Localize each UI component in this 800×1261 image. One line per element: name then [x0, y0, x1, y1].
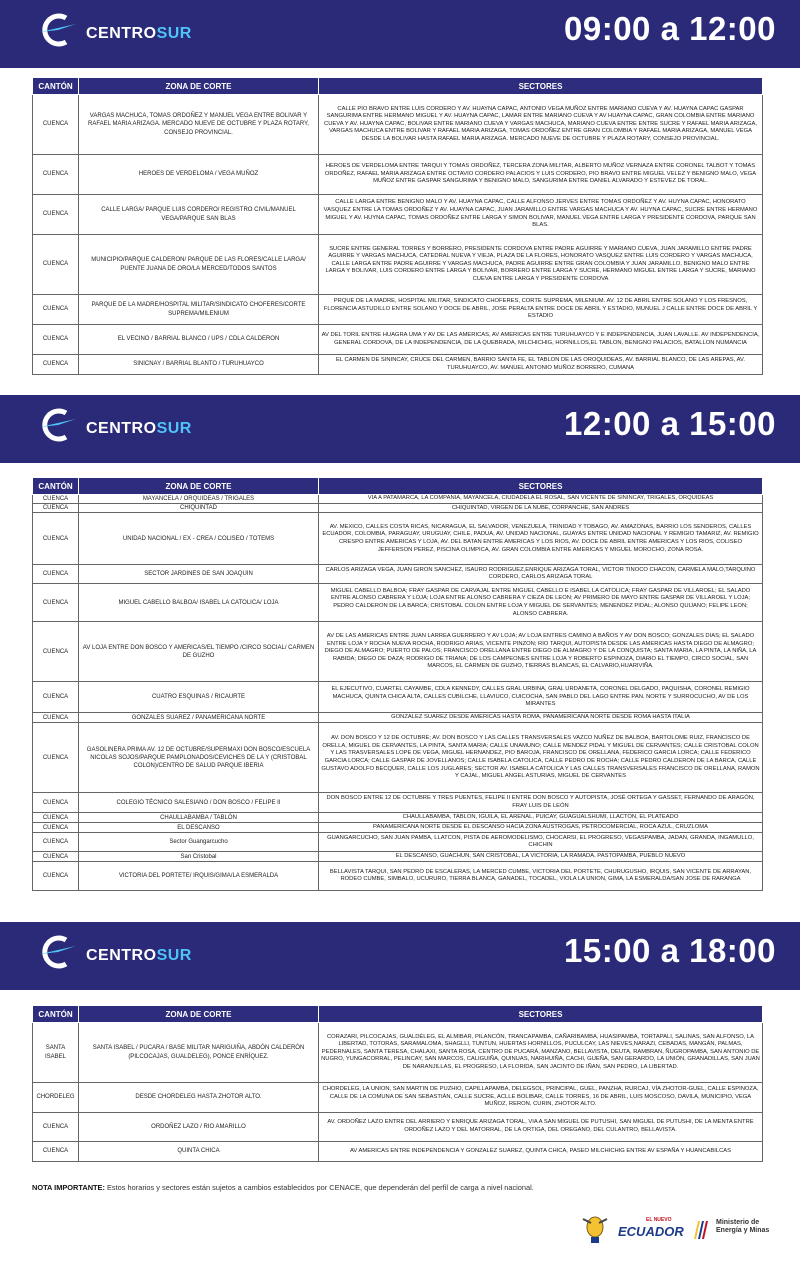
zona-cell: MIGUEL CABELLO BALBOA/ ISABEL LA CATOLICA/ LOJA — [79, 584, 319, 622]
canton-cell: CUENCA — [33, 355, 79, 375]
zona-cell: EL VECINO / BARRIAL BLANCO / UPS / CDLA CALDERON — [79, 325, 319, 355]
schedule-table — [32, 1005, 763, 1162]
zona-cell: SECTOR JARDINES DE SAN JOAQUIN — [79, 565, 319, 584]
table-row — [33, 713, 763, 723]
sectores-cell: SUCRE ENTRE GENERAL TORRES Y BORRERO, PRESIDENTE CORDOVA ENTRE PADRE AGUIRRE Y MARIANO CUEVA, JUAN JARAMILLO ENTRE PADRE AGUIRRE Y VARGAS MACHUCA, CATEDRAL NUEVA Y VIEJA, PLAZA DE LA FLORES, HONORATO VASQUEZ ENTRE LUIS CORDERO Y VARGAS MACHUCA, CALLE LARGA ENTRE PADRE AGUIRRE Y VARGAS MACHUCA, PADRE AGUIRRE ENTRE GRAN COLOMBIA Y JUAN JARAMILLO, BENIGNO MALO ENTRE LARGA Y BOLIVAR, LUIS CORDERO ENTRE LARGA Y BOLIVAR, BORRERO ENTRE LARGA Y SUCRE, HERMANO MIGUEL ENTRE LARGA Y SUCRE, MARIANO CUEVA ENTRE LARGA Y PRESIDENTE CORDOVA — [319, 235, 763, 295]
zona-cell: MUNICIPIO/PARQUE CALDERON/ PARQUE DE LAS FLORES/CALLE LARGA/ PUENTE JUANA DE ORO/LA MERCED/TODOS SANTOS — [79, 235, 319, 295]
sectores-cell: EL CARMEN DE SININCAY, CRUCE DEL CARMEN, BARRIO SANTA FE, EL TABLON DE LAS OROQUIDEAS, AV. BARRIAL BLANCO, DE LAS AREPAS, AV. TURUHUAYCO, AV. MANUEL ANTONIO MUÑOZ BORRERO, CUMANA — [319, 355, 763, 375]
canton-cell: CUENCA — [33, 793, 79, 813]
zona-cell: PARQUE DE LA MADRE/HOSPITAL MILITAR/SINDICATO CHOFERES/CORTE SUPREMA/MILENIUM — [79, 295, 319, 325]
col-zona: ZONA DE CORTE — [79, 78, 319, 95]
col-sectores: SECTORES — [319, 1006, 763, 1023]
zona-cell: VARGAS MACHUCA, TOMAS ORDOÑEZ Y MANUEL VEGA ENTRE BOLIVAR Y RAFAEL MARIA ARIZAGA. MERCADO NUEVE DE OCTUBRE Y PLAZA ROTARY, CONSEJO PROVINCIAL. — [79, 95, 319, 155]
table-row — [33, 833, 763, 852]
canton-cell: CUENCA — [33, 1113, 79, 1142]
table-row — [33, 1023, 763, 1083]
header-band-3 — [0, 922, 800, 990]
table-row — [33, 565, 763, 584]
zona-cell: QUINTA CHICA — [79, 1142, 319, 1162]
canton-cell: CUENCA — [33, 862, 79, 891]
zona-cell: VICTORIA DEL PORTETE/ IRQUIS/GIMA/LA ESMERALDA — [79, 862, 319, 891]
header-band-2 — [0, 395, 800, 463]
schedule-section-2 — [32, 477, 762, 891]
zona-cell: COLEGIO TÉCNICO SALESIANO / DON BOSCO / FELIPE II — [79, 793, 319, 813]
sectores-cell: GUANGARCUCHO, SAN JUAN PAMBA, LLATCON, PISTA DE AEROMODELISMO, CHOCARSI, EL PROGRESO, VEGASPAMBA, JADAN, GRANDA, INGAMULLO, CHICHIN — [319, 833, 763, 852]
zona-cell: CALLE LARGA/ PARQUE LUIS CORDERO/ REGISTRO CIVIL/MANUEL VEGA/PARQUE SAN BLAS — [79, 195, 319, 235]
coat-of-arms-icon — [580, 1213, 610, 1245]
canton-cell: CUENCA — [33, 723, 79, 793]
canton-cell: CUENCA — [33, 823, 79, 833]
zona-cell: San Cristobal — [79, 852, 319, 862]
canton-cell: CHORDELEG — [33, 1083, 79, 1113]
table-row — [33, 155, 763, 195]
table-row — [33, 95, 763, 155]
table-row — [33, 584, 763, 622]
canton-cell: CUENCA — [33, 235, 79, 295]
sectores-cell: MIGUEL CABELLO BALBOA; FRAY GASPAR DE CARVAJAL ENTRE MIGUEL CABELLO E ISABEL LA CATOLICA; FRAY GASPAR DE VILLAROEL; EL SALADO ENTRE ALONSO CABRERA Y LOJA; LOJA ENTRE ALONSO CABRERA Y CIEZA DE LEON; AV PRIMERO DE MAYO ENTRE GASPAR DE VILLAROEL Y LOJA; PEDRO CALDERON DE LA BARCA; CRISTOBAL COLON ENTRE LOJA Y MIGUEL DE SERVANTES; MENENDEZ PIDAL; ALONSO QUIJANO; FELIPE LEON; ALONSO CABRERA. — [319, 584, 763, 622]
brand-name: CENTROSUR — [86, 25, 192, 42]
table-row — [33, 504, 763, 513]
sectores-cell: DON BOSCO ENTRE 12 DE OCTUBRE Y TRES PUENTES, FELIPE II ENTRE DON BOSCO Y AUTOPISTA, JOSÉ ORTEGA Y GASSET, FERNANDO DE ARAGÓN, FRAY LUIS DE LEÓN — [319, 793, 763, 813]
canton-cell: CUENCA — [33, 852, 79, 862]
canton-cell: CUENCA — [33, 682, 79, 713]
sectores-cell: EL EJECUTIVO, CUARTEL CAYAMBE, CDLA KENNEDY, CALLES GRAL URBINA, GRAL URDANETA, CORONEL DELGADO, PAQUISHA, CORONEL REMIGIO MACHUCA, QUINTA CHICA ALTA, CALLES CUBILCHE, LLAVIUCO, CUICOCHA, SAN PABLO DEL LAGO ENTRE PAN. NORTE Y SURROCUCHO, AV DE LOS MIRANTES — [319, 682, 763, 713]
centrosur-logo — [36, 10, 206, 54]
sectores-cell: PRQUE DE LA MADRE, HOSPITAL MILITAR, SINDICATO CHOFERES, CORTE SUPREMA, MILENIUM. AV. 12 DE ABRIL ENTRE SOLANO Y LOS FRESNOS, FLORENCIA ASTUDILLO ENTRE SOLANO Y DOCE DE ABRIL, JOSE PERALTA ENTRE DOCE DE ABRIL Y ESTADIO, MUNUEL J CALLE ENTRE DOCE DE ABRIL Y ESTADIO — [319, 295, 763, 325]
table-row — [33, 862, 763, 891]
col-sectores: SECTORES — [319, 78, 763, 95]
sectores-cell: PANAMERICANA NORTE DESDE EL DESCANSO HACIA ZONA AUSTROGAS, PETROCOMERCIAL, ROCA AZUL, CRUZLOMA — [319, 823, 763, 833]
sectores-cell: AV. ORDOÑEZ LAZO ENTRE DEL ARRIERO Y ENRIQUE ARIZAGA TORAL, VIA A SAN MIGUEL DE PUTUSHI, SAN MIGUEL DE PUTUSHI, DE LA MENTA ENTRE ORDOÑEZ LAZO Y DEL MATORRAL, DE LA ORTIGA, DEL OREGANO, DEL CULANTRO, BELLAVISTA. — [319, 1113, 763, 1142]
canton-cell: CUENCA — [33, 833, 79, 852]
zona-cell: Sector Guangarcucho — [79, 833, 319, 852]
sectores-cell: VIA A PATAMARCA, LA COMPANIA, MAYANCELA, CIUDADELA EL ROSAL, SAN VICENTE DE SININCAY, TRIGALES, ORQUIDEAS — [319, 495, 763, 504]
sectores-cell: HEROES DE VERDELOMA ENTRE TARQUI Y TOMAS ORDOÑEZ, TERCERA ZONA MILITAR, ALBERTO MUÑOZ VERNAZA ENTRE CORONEL TALBOT Y TOMAS ORDOÑEZ, RAFAEL MARIA ARIZAGA ENTRE OCTAVIO CORDERO PALACIOS Y LUIS CORDERO, PIO BRAVO ENTRE MIGUEL VELEZ Y BENIGNO MALO, VEGA MUÑOZ ENTRE GASPAR SANGURIMA Y BENIGNO MALO, SANGURIMA ENTRE DANIEL ALVARADO Y ESTEVEZ DE TORAL. — [319, 155, 763, 195]
flag-stripes-icon — [690, 1221, 708, 1239]
sectores-cell: CALLE PIO BRAVO ENTRE LUIS CORDERO Y AV. HUAYNA CAPAC, ANTONIO VEGA MUÑOZ ENTRE MARIANO CUEVA Y AV. HUAYNA CAPAC GASPAR SANGURIMA ENTRE HERMANO MIGUEL Y AV. HUAYNA CAPAC, LAMAR ENTRE MARIANO CUEVA Y AV HUAYNA CAPAC, GRAN COLOMBIA ENTRE MARIANO CUEVA Y AV. HUAYNA CAPAC, BOLIVAR ENTRE MARIANO CUEVA Y VARGAS MACHUCA, MARIANO CUEVA ENTRE ENTRE SUCRE Y RAFAEL MARIA ARIZAGA, VARGAS MACHUCA ENTRE BOLIVAR Y RAFAEL MARIA ARIZAGA, TOMAS ORDOÑEZ ENTRE GRAN COLOMBIA Y RAFAEL MARIA ARIZAGA, MANUEL VEGA DESDE LA BOLIVAR HASTA RAFAEL MARIA ARIZAGA. MERCADO NUEVE DE OCTUBRE Y PLAZA ROTARY, CONSEJO PROVINCIAL. — [319, 95, 763, 155]
zona-cell: UNIDAD NACIONAL / EX - CREA / COLISEO / TOTEMS — [79, 513, 319, 565]
sectores-cell: AV. MEXICO, CALLES COSTA RICAS, NICARAGUA, EL SALVADOR, VENEZUELA, TRINIDAD Y TOBAGO, AV. AMAZONAS, BARRIO LOS SENDEROS, CALLES ECUADOR, COLOMBIA, PARAGUAY, URUGUAY, CHILE, PADUA, AV. UNIDAD NACIONAL, GUAYAS ENTRE UNIDAD NACIONAL Y REMIGIO TAMARIZ, AV. REMIGIO CRESPO ENTRE AMERICAS Y LOJA, AV. DEL BATAN ENTRE AMERICAS Y LOS RIOS, AV. DOCE DE ABRIL ENTRE AMERICAS Y LOS RIOS, COLISEO JEFFERSON PEREZ, PISCINA OLIMPICA, AV. GRAN COLOMBIA ENTRE AMERICAS Y MIGUEL MOROCHO, ZONA ROSA. — [319, 513, 763, 565]
col-canton: CANTÓN — [33, 1006, 79, 1023]
zona-cell: AV LOJA ENTRE DON BOSCO Y AMERICAS/EL TIEMPO /CIRCO SOCIAL/ CARMEN DE GUZHO — [79, 622, 319, 682]
canton-cell: CUENCA — [33, 295, 79, 325]
sectores-cell: CHORDELEG, LA UNION, SAN MARTIN DE PUZHIO, CAPILLAPAMBA, DELEGSOL, PRINCIPAL, GUEL, PANZHA, RURCAJ, VÍA ZHOTOR-GUEL, CALLE ESPINOZA, CALLE DE LA COMUNA DE SAN SEBASTIÁN, CALLE SUCRE, ACLLE BOLIBAR, CALLE TORRES, 16 DE ABRIL, LUIS MOSCOSO, DAVILA, MUNICIPIO, VEGA MUÑOZ, RERON, CURIN, ZHOTOR ALTO. — [319, 1083, 763, 1113]
zona-cell: SINICNAY / BARRIAL BLANTO / TURUHUAYCO — [79, 355, 319, 375]
schedule-section-3 — [32, 1005, 762, 1162]
col-zona: ZONA DE CORTE — [79, 478, 319, 495]
zona-cell: SANTA ISABEL / PUCARA / BASE MILITAR NARIGUIÑA, ABDÓN CALDERÓN (PILCOCAJAS, GUALDELEG), PONCE ENRÍQUEZ. — [79, 1023, 319, 1083]
table-row — [33, 195, 763, 235]
zona-cell: GONZALES SUAREZ / PANAMERICANA NORTE — [79, 713, 319, 723]
canton-cell: CUENCA — [33, 622, 79, 682]
canton-cell: CUENCA — [33, 565, 79, 584]
sectores-cell: CORAZARI, PILCOCAJAS, GUALDÉLEG, EL ALMIBAR, PILANCÓN, TRANCAPAMBA, CAÑARIBAMBA, HUASIPAMBA, TORTAPALI, SALINAS, SAN ALFONSO, LA LIBERTAD, TOTORAS, SARAMALOMA, SHAGLLI, TUNTUN, HUERTAS HORNILLOS, PUCULCAY, LAS NIEVES,NARAZI, CEBADAS, MANGÁN, PALMAS, PEDERNALES, SANTA TERESA, CHALAXI, SANTA ROSA, CENTRO DE PUCARÁ, MANZANO, BELLAVISTA, DEUTA, RAMBRAN, ÑUGROPAMBA, SAN ANTONIO DE NUGRO, YUNGACORRAL, PELINCAY, SAN MARCOS, CALIGUIÑA, QUINUAS, NARIHUIÑA, CACHI, GUEÑA, SAN GERARDO, LA UNIÓN, GRANADILLAS, SAN JUAN DE NARANJILLAS, EL PROGRESO, LA FLORIDA, SAN JACINTO DE IÑAN, SAN PEDRO, LA LIBERTAD. — [319, 1023, 763, 1083]
centrosur-logo — [36, 932, 206, 976]
brand-name: CENTROSUR — [86, 420, 192, 437]
government-footer — [580, 1213, 780, 1249]
sectores-cell: AV DE LAS AMERICAS ENTRE JUAN LARREA GUERRERO Y AV LOJA; AV LOJA ENTRES CAMINO A BAÑOS Y AV DON BOSCO; GONZALES DIAS; EL SALADO ENTRE LOJA Y ROCHA NUEVA ROCHA, RODRIGO ARIAS, VICENTE PINZON; RIO TARQUI, AUTOPISTA DESDE LAS AMERICAS HASTA DIEGO DE ALMAGRO; DIEGO DE ALMAGRO; PUERTO DE PALOS; FRANCISCO ORELLANA ENTRE DIEGO DE ALMAGRO Y DE LA CONQUISTA; SANTA MARIA, LA PINTA, LA NIÑA, LA RABIDA; DIEGO DE DAZA; RODRIGO DE TRIANA; DE LOS CAMPEONES ENTRE LOJA Y ROBERTO ESPINOZA, DIARIO EL TIEMPO, CIRCO SOCIAL, SAN MARCOS, EL CARMEN DE GUZHO, TIERRAS BLANCAS, EL CALVARIO,HUARIVIÑA. — [319, 622, 763, 682]
zona-cell: CHIQUINTAD — [79, 504, 319, 513]
table-row — [33, 793, 763, 813]
ecuador-logo: EL NUEVO ECUADOR — [618, 1217, 708, 1243]
canton-cell: CUENCA — [33, 1142, 79, 1162]
zona-cell: CHAULLABAMBA / TABLÓN — [79, 813, 319, 823]
sectores-cell: CARLOS ARIZAGA VEGA, JUAN GIRON SANCHEZ, ISAURO RODRIGUEZ,ENRIQUE ARIZAGA TORAL, VICTOR TINOCO CHACON, CARMELA MALO,TARQUINO CORDERO, CARLOS ARIZAGA TORAL — [319, 565, 763, 584]
zona-cell: GASOLINERA PRIMA AV. 12 DE OCTUBRE/SUPERMAXI DON BOSCO/ESCUELA NICOLAS SOJOS/PARQUE PAMPLONADOS/CEVICHES DE LA Y (CRISTOBAL COLON)/CENTRO DE SALUD PARQUE IBERIA — [79, 723, 319, 793]
brand-name: CENTROSUR — [86, 947, 192, 964]
canton-cell: CUENCA — [33, 155, 79, 195]
canton-cell: CUENCA — [33, 504, 79, 513]
time-range: 12:00 a 15:00 — [564, 405, 776, 442]
schedule-table — [32, 77, 763, 375]
table-row — [33, 295, 763, 325]
ministry-label: Ministerio de Energía y Minas — [716, 1219, 770, 1234]
table-row — [33, 495, 763, 504]
sectores-cell: EL DESCANSO, GUACHUN, SAN CRISTOBAL, LA VICTORIA, LA RAMADA, PASTOPAMBA, PUEBLO NUEVO — [319, 852, 763, 862]
canton-cell: CUENCA — [33, 813, 79, 823]
canton-cell: CUENCA — [33, 513, 79, 565]
important-note: NOTA IMPORTANTE: Estos horarios y sectores están sujetos a cambios establecidos por CENACE, que dependerán del perfil de carga a nivel nacional. — [32, 1183, 534, 1192]
col-zona: ZONA DE CORTE — [79, 1006, 319, 1023]
header-band-1 — [0, 0, 800, 68]
sectores-cell: GONZALEZ SUAREZ DESDE AMERICAS HASTA ROMA, PANAMERICANA NORTE DESDE ROMA HASTA ITALIA — [319, 713, 763, 723]
canton-cell: CUENCA — [33, 713, 79, 723]
sectores-cell: CALLE LARGA ENTRE BENIGNO MALO Y AV. HUAYNA CAPAC, CALLE ALFONSO JERVES ENTRE TOMAS ORDOÑEZ Y AV. HUYNA CAPAC, HONORATO VASQUEZ ENTRE LA TOMAS ORDOÑEZ Y AV. HUAYNA CAPAC, JUAN JARAMILLO ENTRE VARGAS MACHUCA Y AV. HUYNA CAPAC, SUCRE ENTRE HERMANO MIGUEL Y AV. HUYNA CAPAC, TOMAS ORDOÑEZ ENTRE LARGA Y SIMON BOLIVAR, MANUEL VEGA ENTRE LARGA Y PRESIDENTE CORDOVA, PARQUE SAN BLAS. — [319, 195, 763, 235]
canton-cell: CUENCA — [33, 95, 79, 155]
table-row — [33, 325, 763, 355]
canton-cell: CUENCA — [33, 584, 79, 622]
table-row — [33, 852, 763, 862]
table-row — [33, 1142, 763, 1162]
table-row — [33, 1113, 763, 1142]
zona-cell: CUATRO ESQUINAS / RICAURTE — [79, 682, 319, 713]
zona-cell: ORDOÑEZ LAZO / RIO AMARILLO — [79, 1113, 319, 1142]
zona-cell: MAYANCELA / ORQUIDEAS / TRIGALES — [79, 495, 319, 504]
time-range: 09:00 a 12:00 — [564, 10, 776, 47]
col-canton: CANTÓN — [33, 78, 79, 95]
sectores-cell: AV AMERICAS ENTRE INDEPENDENCIA Y GONZALEZ SUAREZ, QUINTA CHICA, PASEO MILCHICHIG ENTRE AV ESPAÑA Y HUANCABILCAS — [319, 1142, 763, 1162]
col-sectores: SECTORES — [319, 478, 763, 495]
col-canton: CANTÓN — [33, 478, 79, 495]
sectores-cell: AV. DON BOSCO Y 12 DE OCTUBRE; AV. DON BOSCO Y LAS CALLES TRANSVERSALES VAZCO NUÑEZ DE BALBOA, BARTOLOME RUIZ, FRANCISCO DE ORELLA, MIGUEL DE CERVANTES, LA PINTA, SANTA MARIA; CALLE UNAMUNO; CALLE MENDEZ PIDAL Y MIGUEL DE CERVANTES; CALLE CRISTOBAL COLON Y LAS TRASVERSALES LOPE DE VEGA, MIGUEL HERNANDEZ, PIO BAROJA, FRANCISCO DE ORELLANA, FEDERICO GARCIA LORCA; CALLE FEDERICO GARCIA LORCA; CALLE GASPAR DE JOVELLANOS; CALLE ISABELA CATOLICA, CALLE PEDRO DE ROCHA; CALLE PEDRO CALDERON DE LA BARCA, CALLE GUSTAVO ADOLFO BECQUER, CALLE LOS JUGLARES; SECTOR AV. ISABELA CATOLICA Y LAS CALLES TRANSVERSALES FRANCISCO DE ORELLANA, RAMON Y CAJAL, MIGUEL ANGEL ASTURIAS, MIGUEL DE CERVANTES — [319, 723, 763, 793]
table-row — [33, 723, 763, 793]
canton-cell: CUENCA — [33, 195, 79, 235]
table-row — [33, 823, 763, 833]
table-row — [33, 355, 763, 375]
time-range: 15:00 a 18:00 — [564, 932, 776, 969]
schedule-table — [32, 477, 763, 891]
zona-cell: EL DESCANSO — [79, 823, 319, 833]
table-row — [33, 682, 763, 713]
sectores-cell: AV DEL TORIL ENTRE HUAGRA UMA Y AV DE LAS AMERICAS, AV AMERICAS ENTRE TURUHUAYCO Y E INDEPENDENCIA, JUAN LAVALLE. AV INDEPENDENCIA, GENERAL CORDOVA, DE LA INDEPENDENCIA, DE LA QUEBRADA, MILCHICHIG, HORNILLOS,EL TABLON, BENIGNO PALACIOS, BATALLON NUMANCIA — [319, 325, 763, 355]
sectores-cell: BELLAVISTA TARQUI, SAN PEDRO DE ESCALERAS, LA MERCED CUMBE, VICTORIA DEL PORTETE, CHURUGUSHO, IRQUIS, SAN VICENTE DE ARRAYAN, RODEO CUMBE, SIMBALO, UCURURO, TIERRA BLANCA, GANADEL, TOCADEL, VIOLA LA UNION, GIMA, LA ESMERALDA/SAN JOSE DE RARANGA — [319, 862, 763, 891]
table-row — [33, 1083, 763, 1113]
table-row — [33, 513, 763, 565]
schedule-section-1 — [32, 77, 762, 375]
zona-cell: HEROES DE VERDELOMA / VEGA MUÑOZ — [79, 155, 319, 195]
canton-cell: CUENCA — [33, 495, 79, 504]
sectores-cell: CHAULLABAMBA, TABLON, IGUILA, EL ARENAL, PUICAY, GUAGUALSHUMI, LLACTON, EL PLATEADO — [319, 813, 763, 823]
table-row — [33, 235, 763, 295]
canton-cell: CUENCA — [33, 325, 79, 355]
sectores-cell: CHIQUINTAD, VIRGEN DE LA NUBE, CORPANCHE, SAN ANDRES — [319, 504, 763, 513]
canton-cell: SANTA ISABEL — [33, 1023, 79, 1083]
table-row — [33, 813, 763, 823]
centrosur-logo — [36, 405, 206, 449]
table-row — [33, 622, 763, 682]
zona-cell: DESDE CHORDELEG HASTA ZHOTOR ALTO. — [79, 1083, 319, 1113]
